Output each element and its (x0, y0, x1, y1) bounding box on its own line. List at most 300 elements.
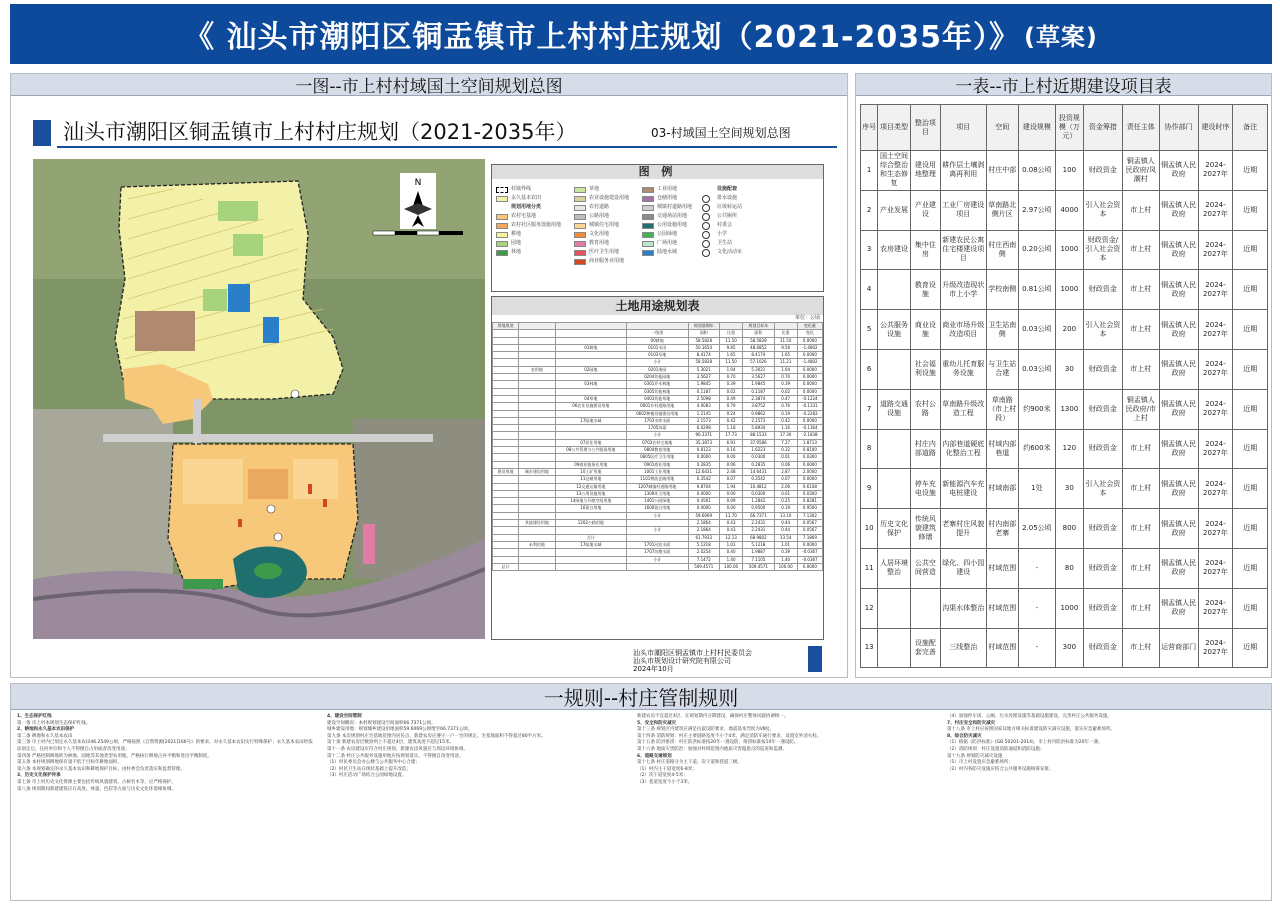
project-cell: 村域范围 (986, 588, 1018, 628)
landuse-cell: 0.44 (774, 520, 797, 527)
landuse-cell: 农用地 (518, 366, 555, 373)
credits (633, 649, 752, 673)
landuse-cell: 2.5098 (688, 395, 719, 402)
project-cell: 2024-2027年 (1198, 548, 1233, 588)
landuse-cell: 0.9862 (743, 410, 774, 417)
landuse-row (493, 541, 823, 548)
left-panel (10, 73, 848, 678)
landuse-cell: 0.3542 (743, 476, 774, 483)
landuse-cell: 48.6852 (743, 344, 774, 351)
landuse-cell: 0.8123 (688, 447, 719, 454)
landuse-cell: 0.47 (774, 395, 797, 402)
rule-paragraph: 8、综合防灾减灾 (947, 733, 982, 739)
north-label: N (414, 178, 422, 188)
landuse-cell: 0.0000 (797, 374, 822, 381)
landuse-cell: 08公共管理与公共服务用地 (555, 447, 626, 454)
landuse-header-cell (774, 323, 797, 330)
project-cell: 0.03公顷 (1019, 310, 1056, 350)
landuse-cell: 0.39 (719, 381, 742, 388)
landuse-cell: 0804教育用地 (626, 447, 688, 454)
landuse-header-cell (518, 323, 555, 330)
project-cell: 铜盂镇人民政府 (1159, 588, 1198, 628)
project-cell: 30 (1055, 469, 1083, 509)
landuse-cell: 0.6108 (797, 483, 822, 490)
landuse-header-cell: 用地用途 (493, 323, 519, 330)
landuse-cell (493, 549, 519, 556)
left-section-header: 一图--市上村村域国土空间规划总图 (11, 74, 847, 96)
project-cell: 人居环境整治 (878, 548, 910, 588)
landuse-cell: 2.1573 (743, 417, 774, 424)
landuse-cell: 7.1472 (688, 556, 719, 563)
rules-column-3 (637, 714, 937, 787)
landuse-cell: 0.39 (774, 381, 797, 388)
project-cell: 财政资金 (1083, 509, 1122, 549)
rule-paragraph: （1）村民委员会办公楼与公共服务中心合建； (327, 760, 420, 766)
landuse-cell (518, 534, 555, 541)
project-cell: 近期 (1233, 548, 1268, 588)
landuse-cell (518, 505, 555, 512)
project-cell: 120 (1055, 429, 1083, 469)
landuse-cell: 1705沟渠 (626, 425, 688, 432)
page-title: 《 汕头市潮阳区铜盂镇市上村村庄规划（2021-2035年）》 (184, 20, 1020, 55)
credit-date: 2024年10月 (633, 665, 674, 673)
landuse-row (493, 534, 823, 541)
landuse-header-cell (555, 323, 626, 330)
landuse-cell (518, 381, 555, 388)
landuse-cell: 2.1573 (688, 417, 719, 424)
landuse-cell: 7.1869 (797, 534, 822, 541)
landuse-cell (493, 527, 519, 534)
rule-paragraph: 建设空间概况：本村规划建设空间面积66.7371公顷。 (327, 720, 436, 726)
landuse-cell (518, 374, 555, 381)
project-cell: 2024-2027年 (1198, 151, 1233, 191)
project-cell: 新建农民公寓住宅楼建设项目 (941, 230, 986, 270)
project-cell: 800 (1055, 509, 1083, 549)
landuse-cell (493, 556, 519, 563)
landuse-cell: 11.50 (719, 337, 742, 344)
landuse-cell: 1.18 (719, 425, 742, 432)
project-cell: 老寨村庄风貌提升 (941, 509, 986, 549)
map-svg (33, 159, 485, 639)
project-cell: 财政资金 (1083, 349, 1122, 389)
park-green (254, 563, 282, 579)
landuse-row (493, 549, 823, 556)
landuse-cell: 0.01 (774, 490, 797, 497)
project-cell: 铜盂镇人民政府 (1159, 270, 1198, 310)
landuse-cell: 0.0000 (797, 541, 822, 548)
landuse-header-cell: 规划基期年 (688, 323, 719, 330)
project-row (861, 469, 1268, 509)
right-panel (855, 73, 1272, 678)
project-cell (878, 628, 910, 668)
project-row (861, 429, 1268, 469)
rule-paragraph: 第二条 耕地和永久基本农田 (17, 733, 73, 739)
landuse-cell (493, 520, 519, 527)
landuse-cell: 00耕地 (626, 337, 688, 344)
landuse-cell: 5.1218 (743, 541, 774, 548)
project-cell: 引入社会资本 (1083, 190, 1122, 230)
rules-column-2 (327, 714, 627, 780)
landuse-cell: 0602种植设施建设用地 (626, 410, 688, 417)
landuse-cell: 11.70 (719, 512, 742, 519)
project-row (861, 588, 1268, 628)
project-cell: 市上村 (1122, 509, 1159, 549)
rule-paragraph: 3、历史文化保护传承 (17, 773, 61, 779)
landuse-cell (493, 505, 519, 512)
project-cell: 近期 (1233, 230, 1268, 270)
water-body (228, 284, 250, 312)
project-cell: 市上村 (1122, 310, 1159, 350)
landuse-cell: 0.76 (774, 403, 797, 410)
project-cell: 80 (1055, 548, 1083, 588)
landuse-cell: 1.01 (774, 541, 797, 548)
main-road (103, 434, 433, 442)
project-cell: 市上村 (1122, 548, 1159, 588)
landuse-cell: 1.65 (719, 352, 742, 359)
project-cell: 近期 (1233, 151, 1268, 191)
landuse-row (493, 395, 823, 402)
landuse-cell (493, 381, 519, 388)
landuse-cell: 0301乔木林地 (626, 381, 688, 388)
landuse-cell (555, 549, 626, 556)
landuse-cell: 58.5828 (743, 337, 774, 344)
landuse-cell: 0103旱地 (626, 352, 688, 359)
landuse-row (493, 454, 823, 461)
landuse-row (493, 337, 823, 344)
rule-paragraph: 第十二条 村庄公共服务设施用地应按规划落实，不得擅自改变用途。 (327, 753, 464, 759)
landuse-row (493, 520, 823, 527)
project-cell: 0.20公顷 (1019, 230, 1056, 270)
landuse-cell: 5.1218 (688, 541, 719, 548)
landuse-cell (518, 330, 555, 337)
rule-paragraph: 第一条 市上村本规划生态保护红线。 (17, 720, 91, 726)
credit-owner: 汕头市潮阳区铜盂镇市上村村民委员会 (633, 649, 752, 657)
project-cell: 内部巷道硬底化整治工程 (941, 429, 986, 469)
project-row (861, 310, 1268, 350)
landuse-row (493, 381, 823, 388)
project-cell: 2.05公顷 (1019, 509, 1056, 549)
project-cell (878, 429, 910, 469)
landuse-cell: 1701河流水面 (626, 541, 688, 548)
landuse-row (493, 527, 823, 534)
landuse-cell: 88.1533 (743, 432, 774, 439)
project-cell: 引入社会资本 (1083, 310, 1122, 350)
landuse-row (493, 359, 823, 366)
rule-paragraph: 第七条 市上村历史文化资源主要包括传统风貌建筑、古树名木等，应严格保护。 (17, 779, 176, 785)
landuse-cell (518, 432, 555, 439)
landuse-cell: 37.0586 (743, 439, 774, 446)
landuse-row (493, 344, 823, 351)
project-row (861, 349, 1268, 389)
project-cell: 铜盂镇人民政府/凤潮村 (1122, 151, 1159, 191)
project-cell: 三线整治 (941, 628, 986, 668)
project-cell: 财政资金 (1083, 588, 1122, 628)
project-row (861, 548, 1268, 588)
project-cell: 道路交通设施 (878, 389, 910, 429)
landuse-cell: 1.40 (774, 556, 797, 563)
landuse-row (493, 468, 823, 475)
landuse-cell: 57.1026 (743, 359, 774, 366)
landuse-cell: 0.00 (719, 454, 742, 461)
landuse-cell: -1.4802 (797, 344, 822, 351)
project-cell: 铜盂镇人民政府 (1159, 429, 1198, 469)
landuse-cell: 1.40 (719, 556, 742, 563)
project-cell: 财政资金 (1083, 389, 1122, 429)
landuse-cell (518, 425, 555, 432)
landuse-cell: 68.9802 (743, 534, 774, 541)
project-cell: 300 (1055, 628, 1083, 668)
landuse-cell: 0.32 (774, 447, 797, 454)
landuse-cell (493, 425, 519, 432)
landuse-cell: 9.8704 (688, 483, 719, 490)
project-cell: 铜盂镇人民政府 (1159, 151, 1198, 191)
project-cell: 设施配套完善 (910, 628, 940, 668)
landuse-cell: 建设用地 (493, 468, 519, 475)
project-cell: 升级改造现状市上小学 (941, 270, 986, 310)
project-cell: 产业建设 (910, 190, 940, 230)
project-row (861, 628, 1268, 668)
landuse-cell: 2.87 (774, 468, 797, 475)
landuse-cell: 0.43 (719, 527, 742, 534)
project-cell: 1300 (1055, 389, 1083, 429)
landuse-cell: 10工矿用地 (555, 468, 626, 475)
landuse-cell (493, 330, 519, 337)
landuse-row (493, 556, 823, 563)
landuse-cell: 面积 (688, 330, 719, 337)
project-cell: 公共服务设施 (878, 310, 910, 350)
rule-paragraph: （2）消防规划：村庄设置消防通道和消防设施； (947, 746, 1045, 752)
project-cell: 建设用地整理 (910, 151, 940, 191)
landuse-cell: 0.01 (774, 454, 797, 461)
project-row (861, 190, 1268, 230)
landuse-cell: 6.91 (719, 439, 742, 446)
landuse-cell: 100.00 (719, 563, 742, 570)
project-cell: 财政资金 (1083, 270, 1122, 310)
landuse-row (493, 374, 823, 381)
project-header-cell: 项目 (941, 105, 986, 151)
landuse-cell: 1.94 (719, 483, 742, 490)
garden-plot (218, 201, 258, 221)
landuse-cell: 变化 (797, 330, 822, 337)
landuse-header-cell (719, 323, 742, 330)
project-cell: 2024-2027年 (1198, 588, 1233, 628)
project-cell: 村域范围 (986, 628, 1018, 668)
landuse-cell: 11.50 (719, 359, 742, 366)
project-cell: 近期 (1233, 469, 1268, 509)
map-title-row (33, 116, 841, 146)
landuse-cell: 509.4571 (743, 563, 774, 570)
project-header-cell: 序号 (861, 105, 878, 151)
landuse-cell: 1401公园绿地 (626, 498, 688, 505)
landuse-cell: 小计 (626, 527, 688, 534)
landuse-cell: 1.2145 (688, 410, 719, 417)
landuse-cell: 04草地 (555, 395, 626, 402)
project-cell: 2024-2027年 (1198, 509, 1233, 549)
project-cell: 村域内部巷道 (986, 429, 1018, 469)
landuse-cell: 6.0298 (688, 425, 719, 432)
landuse-cell: 0.02 (774, 388, 797, 395)
rule-paragraph: （1）市上村设置应急避难场所； (947, 760, 1013, 766)
legend-col-4: 设施配套 排水设施 垃圾转运站 公共厕所 村委会 小学 卫生站 文化活动室 (702, 185, 742, 257)
project-cell: 0.81公顷 (1019, 270, 1056, 310)
landuse-cell: 9.56 (774, 344, 797, 351)
forest-strip (183, 579, 223, 589)
landuse-cell (518, 344, 555, 351)
project-cell: 耕作层土壤剥离再利用 (941, 151, 986, 191)
project-cell: 历史文化保护 (878, 509, 910, 549)
landuse-row (493, 403, 823, 410)
landuse-cell: 100.00 (774, 563, 797, 570)
landuse-cell: 7.1105 (743, 556, 774, 563)
landuse-cell: 5.3021 (688, 366, 719, 373)
project-cell: 市上村 (1122, 469, 1159, 509)
landuse-cell: -0.1364 (797, 425, 822, 432)
project-cell: - (1019, 588, 1056, 628)
landuse-cell (555, 556, 626, 563)
project-cell: 运营商部门 (1159, 628, 1198, 668)
bottom-panel (10, 683, 1272, 901)
landuse-cell: 0.25 (774, 498, 797, 505)
landuse-cell (555, 454, 626, 461)
project-cell: 传统风貌建筑修缮 (910, 509, 940, 549)
landuse-cell (555, 425, 626, 432)
project-cell: 市上村 (1122, 349, 1159, 389)
project-cell: 商业市场升级改造项目 (941, 310, 986, 350)
landuse-row (493, 352, 823, 359)
landuse-cell: 0.16 (719, 447, 742, 454)
landuse-cell (518, 337, 555, 344)
project-cell: 2 (861, 190, 878, 230)
landuse-cell (518, 563, 555, 570)
project-cell: 村庄内部道路 (910, 429, 940, 469)
map-title: 汕头市潮阳区铜盂镇市上村村庄规划（2021-2035年） (63, 120, 577, 144)
project-cell: 市上村 (1122, 628, 1159, 668)
project-cell: 农房建设 (878, 230, 910, 270)
landuse-cell: 02园地 (555, 366, 626, 373)
landuse-table-box (491, 296, 824, 640)
landuse-cell (493, 447, 519, 454)
rule-paragraph: 第十一条 农房建设应符合村庄规划，新建农房风貌应与周边环境协调。 (327, 746, 468, 752)
project-header-cell: 建设规模 (1019, 105, 1056, 151)
landuse-cell: 面积 (743, 330, 774, 337)
landuse-cell: 0.0000 (688, 505, 719, 512)
rule-paragraph: 2、耕地和永久基本农田保护 (17, 727, 75, 733)
landuse-row (493, 417, 823, 424)
landuse-cell: 1.01 (719, 541, 742, 548)
project-cell: 100 (1055, 151, 1083, 191)
landuse-cell: 城乡建设用地 (518, 468, 555, 475)
project-cell: 铜盂镇人民政府 (1159, 190, 1198, 230)
landuse-cell: 3.8752 (743, 403, 774, 410)
rule-paragraph: 第十六条 地质灾害防治：加强对村域范围内地质灾害隐患点的巡查和监测。 (637, 746, 787, 752)
project-cell: 村内南部老寨 (986, 509, 1018, 549)
project-cell: 村域范围 (986, 548, 1018, 588)
landuse-cell: 1.65 (774, 352, 797, 359)
landuse-cell: 合计 (555, 534, 626, 541)
project-cell: 1000 (1055, 270, 1083, 310)
project-row (861, 389, 1268, 429)
land-use-map[interactable] (33, 159, 485, 639)
project-cell: 草南路北侧片区 (986, 190, 1018, 230)
project-cell: 国土空间综合整治和生态修复 (878, 151, 910, 191)
landuse-cell: 0.1187 (688, 388, 719, 395)
landuse-cell: 17陆地水域 (555, 541, 626, 548)
landuse-cell: 0.0000 (797, 381, 822, 388)
landuse-cell (555, 563, 626, 570)
landuse-cell (518, 410, 555, 417)
landuse-cell: 2.48 (719, 468, 742, 475)
landuse-row (493, 432, 823, 439)
project-header-cell: 备注 (1233, 105, 1268, 151)
landuse-cell: 1707坑塘水面 (626, 549, 688, 556)
landuse-cell (493, 490, 519, 497)
landuse-cell: -0.0367 (797, 556, 822, 563)
landuse-cell: 1703水库水面 (626, 417, 688, 424)
landuse-cell: 9.85 (719, 344, 742, 351)
landuse-cell: 0.0300 (743, 490, 774, 497)
landuse-cell: 0.70 (774, 374, 797, 381)
landuse-cell: 0601乡村道路用地 (626, 403, 688, 410)
project-cell: 4 (861, 270, 878, 310)
landuse-cell: 7.27 (774, 439, 797, 446)
footer-marker (808, 646, 822, 672)
project-cell: 6 (861, 349, 878, 389)
project-cell: 铜盂镇人民政府 (1159, 548, 1198, 588)
landuse-cell: 0703农村宅基地 (626, 439, 688, 446)
landuse-cell: 0.0000 (797, 563, 822, 570)
rule-paragraph: （4）加强停车场、公厕、污水处理设施等基础设施建设，完善村庄公共服务设施。 (947, 714, 1112, 719)
landuse-cell: 50.1654 (688, 344, 719, 351)
landuse-cell: 61.7933 (688, 534, 719, 541)
map-sheet-name: 03-村域国土空间规划总图 (651, 126, 791, 140)
project-cell: 0.03公顷 (1019, 349, 1056, 389)
rule-paragraph: （3）巷道宽度不小于3米。 (637, 779, 693, 785)
landuse-cell: 17陆地水域 (555, 417, 626, 424)
project-table (860, 104, 1268, 668)
landuse-cell: 0901商业用地 (626, 461, 688, 468)
landuse-row (493, 425, 823, 432)
rule-paragraph: 城乡建设用地：规划城乡建设用地面积59.6069公顷增至66.7371公顷。 (327, 727, 473, 733)
landuse-cell: 03林地 (555, 381, 626, 388)
project-cell: 10 (861, 509, 878, 549)
landuse-cell: -0.1331 (797, 403, 822, 410)
rule-paragraph: 6、道路交通规划 (637, 753, 672, 759)
landuse-cell: 1202公路用地 (555, 520, 626, 527)
landuse-cell: 3.5627 (688, 374, 719, 381)
landuse-row (493, 388, 823, 395)
landuse-cell: 小计 (626, 512, 688, 519)
project-cell: 财政资金 (1083, 151, 1122, 191)
landuse-cell: 1101物流仓储用地 (626, 476, 688, 483)
project-header-cell: 资金筹措 (1083, 105, 1122, 151)
landuse-row (493, 505, 823, 512)
rule-paragraph: 1、生态保护红线 (17, 714, 52, 719)
landuse-cell (518, 490, 555, 497)
landuse-cell: 0.2835 (688, 461, 719, 468)
landuse-cell: 11仓储用地 (555, 476, 626, 483)
landuse-cell: 0101水田 (626, 344, 688, 351)
legend-col-1: 村域界线 永久基本农田 规划用地分类 农村宅基地 农村社区服务设施用地 耕地 园地 林地 (496, 185, 561, 257)
landuse-cell: 0805医疗卫生用地 (626, 454, 688, 461)
project-cell: 9 (861, 469, 878, 509)
rule-paragraph: 第十八条 市上村应按照国家及地方相关标准建设防灾减灾设施，落实应急避难场所。 (947, 727, 1115, 733)
rule-paragraph: 第五条 本村规划耕地保有量不低于目标年耕地面积。 (17, 760, 122, 766)
landuse-cell: 0.1187 (743, 388, 774, 395)
landuse-cell: 35.1873 (688, 439, 719, 446)
landuse-cell: 0.19 (774, 505, 797, 512)
rule-paragraph: 5、安全和防灾减灾 (637, 720, 677, 726)
project-cell: 学校南侧 (986, 270, 1018, 310)
